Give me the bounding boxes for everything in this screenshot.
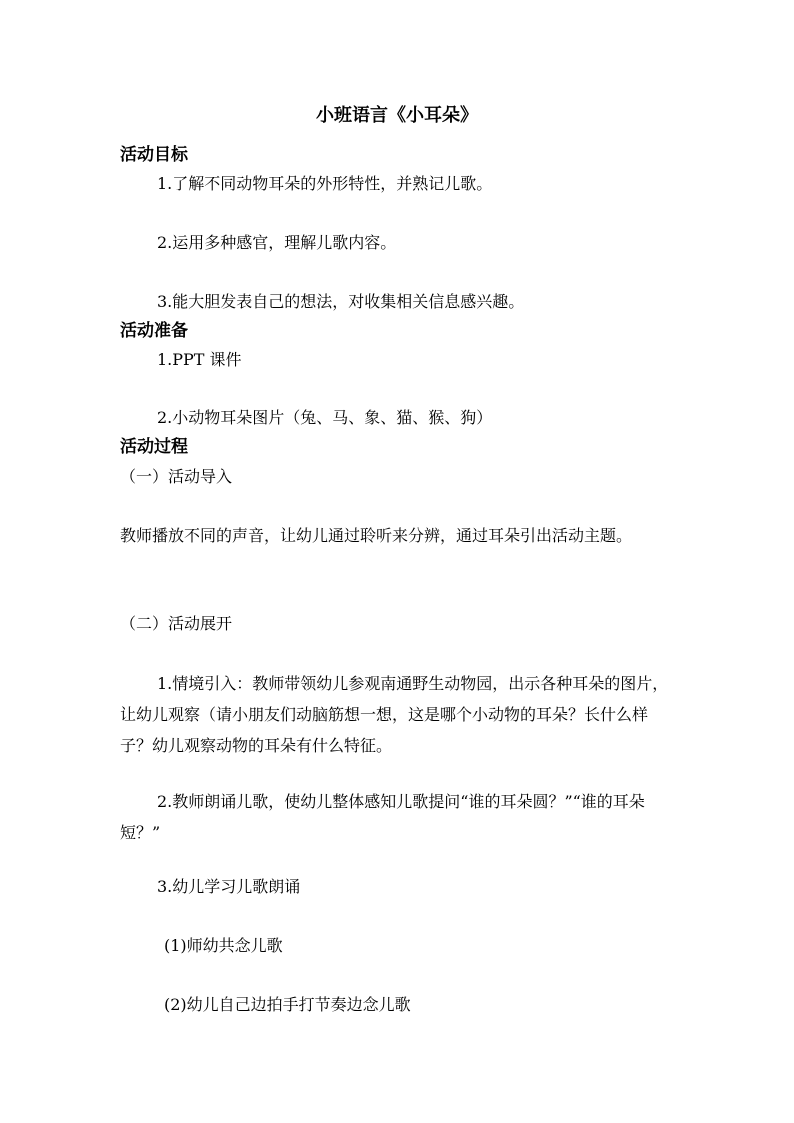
process-part1-heading: （一）活动导入 (120, 467, 233, 486)
prep-item-2: 2.小动物耳朵图片（兔、马、象、猫、猴、狗） (157, 408, 493, 427)
document-title: 小班语言《小耳朵》 (316, 105, 478, 126)
section-heading-goals: 活动目标 (120, 145, 188, 165)
process-sub-2: (2)幼儿自己边拍手打节奏边念儿歌 (164, 995, 411, 1014)
goal-item-3: 3.能大胆发表自己的想法，对收集相关信息感兴趣。 (157, 292, 525, 311)
process-step-3: 3.幼儿学习儿歌朗诵 (157, 877, 301, 896)
goal-item-2: 2.运用多种感官，理解儿歌内容。 (157, 233, 397, 252)
section-heading-process: 活动过程 (120, 437, 188, 457)
goal-item-1: 1.了解不同动物耳朵的外形特性，并熟记儿歌。 (157, 174, 493, 193)
prep-item-1: 1.PPT 课件 (157, 350, 242, 369)
process-step-2: 2.教师朗诵儿歌，使幼儿整体感知儿歌提问“谁的耳朵圆？”“谁的耳朵短？” (120, 792, 645, 842)
process-sub-1: (1)师幼共念儿歌 (164, 936, 283, 955)
process-part1-text: 教师播放不同的声音，让幼儿通过聆听来分辨，通过耳朵引出活动主题。 (120, 526, 633, 545)
process-part2-heading: （二）活动展开 (120, 614, 233, 633)
section-heading-preparation: 活动准备 (120, 321, 188, 341)
process-step-1: 1.情境引入：教师带领幼儿参观南通野生动物园，出示各种耳朵的图片，让幼儿观察（请小朋友们动脑筋想一想，这是哪个小动物的耳朵？长什么样子？幼儿观察动物的耳朵有什么特征。 (120, 674, 669, 755)
